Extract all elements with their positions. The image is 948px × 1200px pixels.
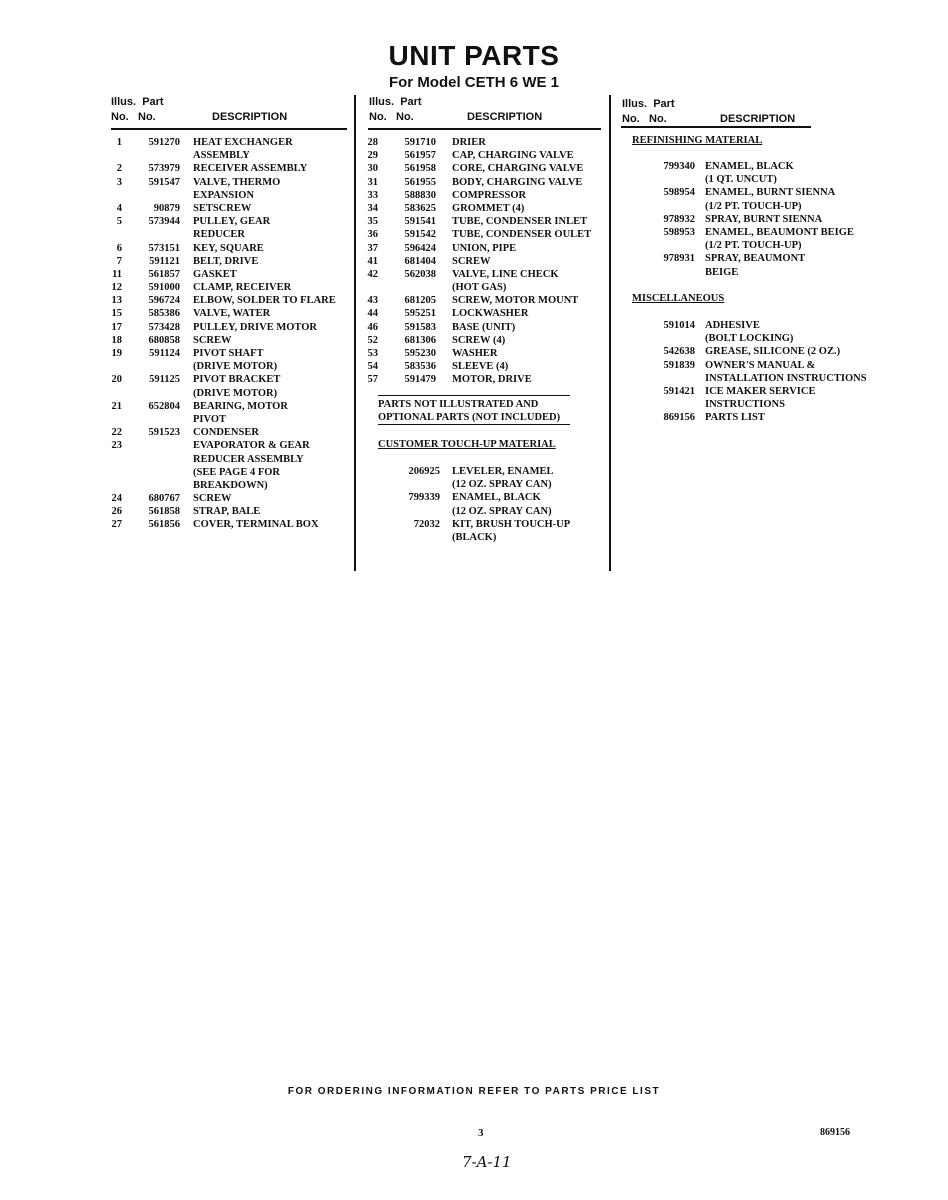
part-description: KEY, SQUARE <box>193 242 264 254</box>
part-row <box>104 202 349 215</box>
part-number: 561955 <box>404 176 436 188</box>
notes-rule-bottom <box>378 424 570 425</box>
parts-column-1 <box>104 136 349 532</box>
part-number: 573944 <box>148 216 180 228</box>
ordering-footer: FOR ORDERING INFORMATION REFER TO PARTS PRICE LIST <box>287 1086 661 1097</box>
part-row <box>104 294 349 307</box>
description-label: DESCRIPTION <box>467 111 543 123</box>
notes-rule-top <box>378 395 570 396</box>
part-number: 681306 <box>404 334 436 346</box>
part-number: 561856 <box>148 519 180 531</box>
part-description: WASHER <box>452 348 498 359</box>
part-description: (BOLT LOCKING) <box>705 333 794 345</box>
part-number: 561957 <box>404 150 436 162</box>
part-row <box>632 345 892 358</box>
part-number: 799339 <box>408 492 440 504</box>
part-row <box>632 226 892 239</box>
part-number: 591125 <box>149 374 180 386</box>
illus-label: Illus. <box>111 96 137 108</box>
part-number: 206925 <box>408 466 440 477</box>
refinishing-list <box>632 160 892 279</box>
part-row <box>104 400 349 413</box>
illus-number: 18 <box>111 334 122 346</box>
part-description: ENAMEL, BEAUMONT BEIGE <box>705 226 854 238</box>
part-description: PIVOT <box>193 413 227 425</box>
illus-number: 41 <box>367 255 378 267</box>
illus-number: 43 <box>367 295 378 307</box>
part-number: 596424 <box>404 242 436 254</box>
illus-label: Illus. <box>369 96 395 108</box>
part-description: BELT, DRIVE <box>193 255 259 267</box>
part-no-label: No. <box>396 111 414 123</box>
illus-number: 13 <box>111 295 122 307</box>
illus-number: 53 <box>367 348 378 359</box>
description-label: DESCRIPTION <box>212 111 288 123</box>
part-row <box>360 162 605 175</box>
part-number: 573151 <box>148 242 180 254</box>
illus-number: 36 <box>367 229 378 241</box>
part-description: ASSEMBLY <box>193 150 250 162</box>
part-number: 583536 <box>404 361 436 373</box>
part-description: INSTALLATION INSTRUCTIONS <box>705 372 867 384</box>
part-description: LEVELER, ENAMEL <box>452 466 554 477</box>
part-number: 680767 <box>148 493 180 505</box>
part-number: 596724 <box>148 295 180 307</box>
part-number: 583625 <box>404 202 436 214</box>
part-description: ADHESIVE <box>705 320 760 331</box>
part-row <box>104 149 349 162</box>
part-row <box>104 453 349 466</box>
part-row <box>360 255 605 268</box>
part-row <box>104 492 349 505</box>
part-no-label: No. <box>649 113 667 125</box>
part-description: PULLEY, GEAR <box>193 216 271 228</box>
misc-section <box>632 292 892 305</box>
part-description: LOCKWASHER <box>452 308 529 320</box>
part-number: 591000 <box>148 282 180 294</box>
part-number: 652804 <box>148 400 180 412</box>
part-number: 591523 <box>148 427 180 439</box>
part-number: 573428 <box>148 321 180 333</box>
part-row <box>360 307 605 320</box>
illus-number: 24 <box>111 493 122 505</box>
part-number: 591547 <box>148 176 180 188</box>
header-rule-2 <box>368 128 601 130</box>
illus-number: 57 <box>367 374 378 386</box>
part-description: ELBOW, SOLDER TO FLARE <box>193 295 336 307</box>
part-row <box>104 176 349 189</box>
part-row <box>632 160 892 173</box>
part-no-label: No. <box>138 111 156 123</box>
part-number: 598954 <box>663 187 695 199</box>
illus-number: 1 <box>116 137 122 148</box>
part-description: ENAMEL, BLACK <box>705 161 794 172</box>
part-description: SETSCREW <box>193 202 252 214</box>
part-number: 799340 <box>663 161 695 172</box>
part-number: 591124 <box>149 348 180 359</box>
part-row <box>360 215 605 228</box>
column-header-2 <box>369 95 609 125</box>
illus-no-label: No. <box>111 111 129 123</box>
part-row <box>360 242 605 255</box>
part-row <box>104 162 349 175</box>
part-number: 562038 <box>404 268 436 280</box>
part-number: 591014 <box>663 320 695 331</box>
illus-number: 17 <box>111 321 122 333</box>
illus-number: 22 <box>111 427 122 439</box>
part-description: ENAMEL, BLACK <box>452 492 541 504</box>
part-description: (BLACK) <box>452 531 497 543</box>
part-description: (HOT GAS) <box>452 282 507 294</box>
part-number: 680858 <box>148 334 180 346</box>
part-number: 978932 <box>663 213 695 225</box>
part-number: 588830 <box>404 189 436 201</box>
illus-number: 23 <box>111 440 122 452</box>
part-row <box>632 266 892 279</box>
part-description: (12 OZ. SPRAY CAN) <box>452 479 552 491</box>
illus-number: 30 <box>367 163 378 175</box>
part-description: SCREW (4) <box>452 334 506 346</box>
illus-number: 46 <box>367 321 378 333</box>
part-description: UNION, PIPE <box>452 242 517 254</box>
document-number: 869156 <box>820 1127 850 1138</box>
part-row <box>378 491 603 504</box>
part-row <box>360 149 605 162</box>
part-row <box>104 136 349 149</box>
part-row <box>104 242 349 255</box>
part-row <box>632 385 892 398</box>
part-row <box>632 411 892 424</box>
part-row <box>360 136 605 149</box>
part-row <box>360 334 605 347</box>
part-row <box>360 321 605 334</box>
illus-number: 37 <box>367 242 378 254</box>
part-description: PARTS LIST <box>705 412 765 424</box>
part-row <box>360 281 605 294</box>
part-number: 72032 <box>413 518 440 530</box>
part-number: 561858 <box>148 506 180 518</box>
part-row <box>104 479 349 492</box>
part-description: SPRAY, BURNT SIENNA <box>705 213 823 225</box>
part-number: 598953 <box>663 226 695 238</box>
column-header-1 <box>111 95 351 125</box>
part-description: PIVOT BRACKET <box>193 374 281 386</box>
part-row <box>360 228 605 241</box>
part-description: GROMMET (4) <box>452 202 525 214</box>
part-row <box>104 255 349 268</box>
part-number: 869156 <box>663 412 695 424</box>
part-number: 591270 <box>148 137 180 148</box>
part-description: CAP, CHARGING VALVE <box>452 150 574 162</box>
part-row <box>378 465 603 478</box>
part-number: 978931 <box>663 253 695 265</box>
part-description: PIVOT SHAFT <box>193 348 264 359</box>
not-illustrated-line-2: OPTIONAL PARTS (NOT INCLUDED) <box>378 412 561 424</box>
part-description: TUBE, CONDENSER OULET <box>452 229 592 241</box>
part-row <box>104 426 349 439</box>
part-description: BREAKDOWN) <box>193 479 268 491</box>
part-description: RECEIVER ASSEMBLY <box>193 163 308 175</box>
part-number: 595230 <box>404 348 436 359</box>
part-label: Part <box>400 96 422 108</box>
part-row <box>378 518 603 531</box>
part-description: ENAMEL, BURNT SIENNA <box>705 187 836 199</box>
part-description: (DRIVE MOTOR) <box>193 361 278 373</box>
illus-number: 3 <box>116 176 122 188</box>
misc-heading: MISCELLANEOUS <box>632 293 725 304</box>
part-number: 561857 <box>148 268 180 280</box>
part-number: 681404 <box>404 255 436 267</box>
part-row <box>104 505 349 518</box>
illus-number: 28 <box>367 137 378 148</box>
part-description: VALVE, LINE CHECK <box>452 268 559 280</box>
part-description: (1/2 PT. TOUCH-UP) <box>705 200 802 212</box>
part-row <box>360 202 605 215</box>
part-number: 595251 <box>404 308 436 320</box>
part-description: MOTOR, DRIVE <box>452 374 532 386</box>
part-number: 591121 <box>149 255 180 267</box>
part-label: Part <box>653 98 675 110</box>
part-row <box>378 531 603 544</box>
part-description: SCREW <box>452 255 491 267</box>
part-description: (12 OZ. SPRAY CAN) <box>452 505 552 517</box>
part-row <box>104 347 349 360</box>
part-row <box>632 213 892 226</box>
part-row <box>104 518 349 531</box>
part-description: EXPANSION <box>193 189 255 201</box>
column-divider-2 <box>609 95 611 571</box>
part-description: SCREW <box>193 493 232 505</box>
part-description: BASE (UNIT) <box>452 321 516 333</box>
part-description: BEIGE <box>705 266 739 278</box>
part-description: (1 QT. UNCUT) <box>705 174 777 186</box>
part-description: TUBE, CONDENSER INLET <box>452 216 588 228</box>
part-row <box>360 268 605 281</box>
part-description: (DRIVE MOTOR) <box>193 387 278 399</box>
illus-number: 31 <box>367 176 378 188</box>
part-row <box>104 321 349 334</box>
part-row <box>104 281 349 294</box>
refinishing-heading: REFINISHING MATERIAL <box>632 135 763 146</box>
column-header-3 <box>622 97 882 127</box>
column-divider-1 <box>354 95 356 571</box>
part-description: SCREW, MOTOR MOUNT <box>452 295 579 307</box>
part-description: BEARING, MOTOR <box>193 400 288 412</box>
part-description: (1/2 PT. TOUCH-UP) <box>705 240 802 252</box>
part-row <box>360 294 605 307</box>
illus-number: 21 <box>111 400 122 412</box>
illus-number: 19 <box>111 348 122 359</box>
part-row <box>360 373 605 386</box>
part-description: CONDENSER <box>193 427 259 439</box>
part-description: HEAT EXCHANGER <box>193 137 293 148</box>
page-title: UNIT PARTS <box>388 40 560 71</box>
part-row <box>632 372 892 385</box>
part-row <box>104 334 349 347</box>
page-number: 3 <box>478 1127 484 1139</box>
part-number: 591710 <box>404 137 436 148</box>
part-description: INSTRUCTIONS <box>705 399 785 411</box>
part-description: SLEEVE (4) <box>452 361 509 373</box>
part-number: 591421 <box>663 385 695 397</box>
part-number: 585386 <box>148 308 180 320</box>
part-row <box>632 332 892 345</box>
not-illustrated-line-1: PARTS NOT ILLUSTRATED AND <box>378 399 539 410</box>
part-description: BODY, CHARGING VALVE <box>452 176 583 188</box>
illus-number: 44 <box>367 308 378 320</box>
illus-number: 15 <box>111 308 122 320</box>
part-number: 591839 <box>663 359 695 371</box>
part-description: CLAMP, RECEIVER <box>193 282 292 294</box>
part-row <box>360 347 605 360</box>
header-rule-1 <box>111 128 347 130</box>
illus-number: 34 <box>367 202 378 214</box>
part-row <box>104 307 349 320</box>
illus-number: 42 <box>367 268 378 280</box>
part-description: STRAP, BALE <box>193 506 261 518</box>
illus-number: 29 <box>367 150 378 162</box>
part-description: VALVE, THERMO <box>193 176 281 188</box>
illus-number: 7 <box>116 255 122 267</box>
part-row <box>632 359 892 372</box>
illus-number: 6 <box>116 242 122 254</box>
touchup-heading: CUSTOMER TOUCH-UP MATERIAL <box>378 439 556 450</box>
part-number: 573979 <box>148 163 180 175</box>
part-row <box>378 478 603 491</box>
part-row <box>104 413 349 426</box>
part-row <box>104 360 349 373</box>
part-description: REDUCER <box>193 229 245 241</box>
part-description: GASKET <box>193 268 237 280</box>
part-row <box>378 505 603 518</box>
part-row <box>360 176 605 189</box>
part-number: 681205 <box>404 295 436 307</box>
illus-number: 27 <box>111 519 122 531</box>
part-description: ICE MAKER SERVICE <box>705 385 816 397</box>
illus-label: Illus. <box>622 98 648 110</box>
part-number: 591583 <box>404 321 436 333</box>
illus-number: 26 <box>111 506 122 518</box>
part-row <box>360 189 605 202</box>
part-description: CORE, CHARGING VALVE <box>452 163 584 175</box>
part-row <box>104 466 349 479</box>
part-description: COVER, TERMINAL BOX <box>193 519 319 531</box>
part-number: 591479 <box>404 374 436 386</box>
part-row <box>104 215 349 228</box>
part-label: Part <box>142 96 164 108</box>
part-number: 561958 <box>404 163 436 175</box>
illus-number: 35 <box>367 216 378 228</box>
part-row <box>632 186 892 199</box>
illus-number: 12 <box>111 282 122 294</box>
part-description: SCREW <box>193 334 232 346</box>
illus-number: 52 <box>367 334 378 346</box>
header-rule-3 <box>621 126 811 128</box>
part-row <box>632 200 892 213</box>
parts-column-2 <box>360 136 605 387</box>
part-row <box>632 252 892 265</box>
touchup-list <box>378 465 603 544</box>
part-description: REDUCER ASSEMBLY <box>193 453 304 465</box>
part-number: 542638 <box>663 346 695 358</box>
illus-no-label: No. <box>369 111 387 123</box>
part-description: DRIER <box>452 137 486 148</box>
misc-list <box>632 319 892 425</box>
part-description: PULLEY, DRIVE MOTOR <box>193 321 317 333</box>
part-row <box>632 398 892 411</box>
part-description: EVAPORATOR & GEAR <box>193 440 310 452</box>
part-row <box>104 439 349 452</box>
part-description: KIT, BRUSH TOUCH-UP <box>452 518 571 530</box>
illus-number: 20 <box>111 374 122 386</box>
part-description: COMPRESSOR <box>452 189 527 201</box>
illus-number: 5 <box>116 216 122 228</box>
description-label: DESCRIPTION <box>720 113 796 125</box>
parts-notes <box>378 398 603 424</box>
part-description: VALVE, WATER <box>193 308 271 320</box>
part-row <box>104 268 349 281</box>
illus-number: 54 <box>367 361 378 373</box>
part-row <box>104 228 349 241</box>
part-number: 591541 <box>404 216 436 228</box>
part-row <box>104 189 349 202</box>
part-row <box>632 239 892 252</box>
illus-number: 2 <box>116 163 122 175</box>
part-row <box>104 387 349 400</box>
part-row <box>104 373 349 386</box>
part-description: SPRAY, BEAUMONT <box>705 253 806 265</box>
part-row <box>632 319 892 332</box>
illus-number: 33 <box>367 189 378 201</box>
part-row <box>360 360 605 373</box>
handwritten-note: 7-A-11 <box>462 1153 512 1171</box>
part-description: OWNER'S MANUAL & <box>705 359 816 371</box>
part-description: GREASE, SILICONE (2 OZ.) <box>705 346 841 358</box>
illus-number: 4 <box>116 202 122 214</box>
touchup-section <box>378 438 603 451</box>
part-description: (SEE PAGE 4 FOR <box>193 466 281 478</box>
model-subtitle: For Model CETH 6 WE 1 <box>388 74 559 91</box>
part-row <box>632 173 892 186</box>
part-number: 591542 <box>404 229 436 241</box>
illus-no-label: No. <box>622 113 640 125</box>
refinishing-section <box>632 134 892 147</box>
part-number: 90879 <box>153 202 180 214</box>
illus-number: 11 <box>112 268 122 280</box>
